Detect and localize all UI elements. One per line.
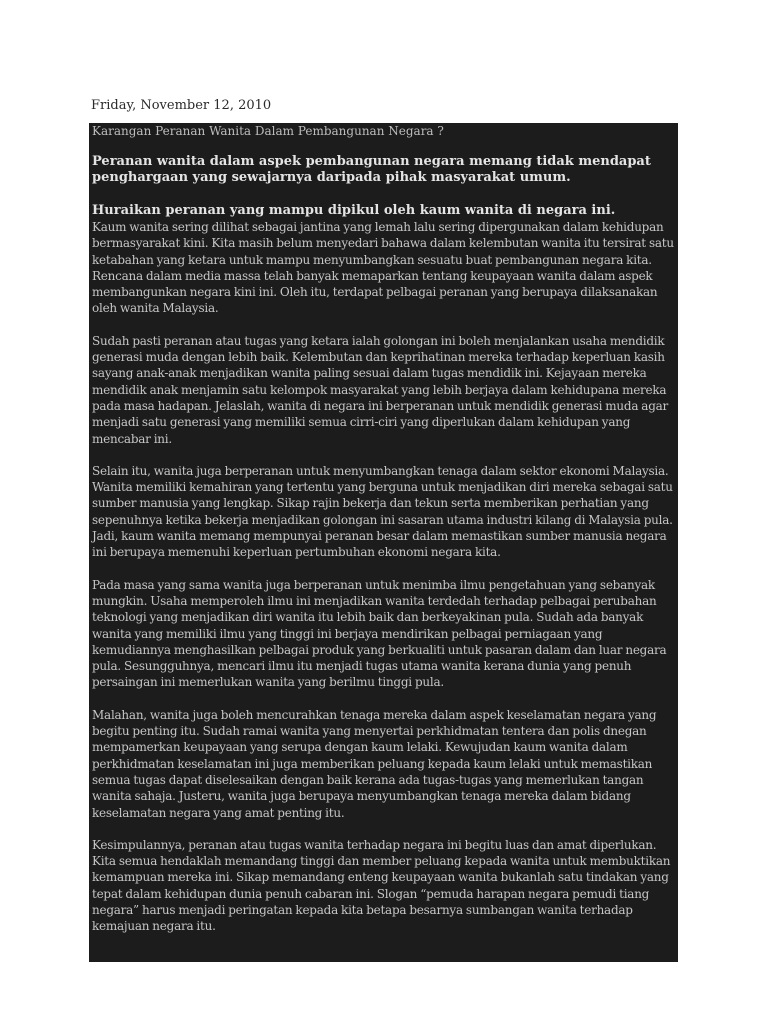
paragraph-economy-role: Selain itu, wanita juga berperanan untuk menyumbangkan tenaga dalam sektor ekonomi Malaysia. Wanita memiliki kemahiran yang tertentu yang berguna untuk menjadikan diri mereka sebagai satu sumber manusia yang lengkap. Sikap rajin bekerja dan tekun serta memberikan perhatian yang sepenuhnya ketika bekerja menjadikan golongan ini sasaran utama industri kilang di Malaysia pula. Jadi, kaum wanita memang mempunyai peranan besar dalam memastikan sumber manusia negara ini berupaya memenuhi keperluan pertumbuhan ekonomi negara kita. — [92, 463, 673, 560]
lead-heading: Peranan wanita dalam aspek pembangunan negara memang tidak mendapat penghargaan yang sewajarnya daripada pihak masyarakat umum. — [92, 154, 651, 185]
question-heading: Huraikan peranan yang mampu dipikul oleh kaum wanita di negara ini. — [92, 203, 616, 218]
paragraph-security-role: Malahan, wanita juga boleh mencurahkan tenaga mereka dalam aspek keselamatan negara yang begitu penting itu. Sudah ramai wanita yang menyertai perkhidmatan tentera dan polis dnegan mempamerkan keupayaan yang serupa dengan kaum lelaki. Kewujudan kaum wanita dalam perkhidmatan keselamatan ini juga memberikan peluang kepada kaum lelaki untuk memastikan semua tugas dapat diselesaikan dengan baik kerana ada tugas-tugas yang memerlukan tangan wanita sahaja. Justeru, wanita juga berupaya menyumbangkan tenaga mereka dalam bidang keselamatan negara yang amat penting itu. — [92, 707, 657, 820]
blog-post — [89, 123, 678, 962]
paragraph-conclusion: Kesimpulannya, peranan atau tugas wanita terhadap negara ini begitu luas dan amat diperlukan. Kita semua hendaklah memandang tinggi dan member peluang kepada wanita untuk membuktikan kemampuan mereka ini. Sikap memandang enteng keupayaan wanita bukanlah satu tindakan yang tepat dalam kehidupan dunia penuh cabaran ini. Slogan “pemuda harapan negara pemudi tiang negara” harus menjadi peringatan kepada kita betapa besarnya sumbangan wanita terhadap kemajuan negara itu. — [92, 837, 671, 934]
paragraph-education-role: Sudah pasti peranan atau tugas yang ketara ialah golongan ini boleh menjalankan usaha mendidik generasi muda dengan lebih baik. Kelembutan dan keprihatinan mereka terhadap keperluan kasih sayang anak-anak menjadikan wanita paling sesuai dalam tugas mendidik ini. Kejayaan mereka mendidik anak menjamin satu kelompok masyarakat yang lebih berjaya dalam kehidupana mereka pada masa hadapan. Jelaslah, wanita di negara ini berperanan untuk mendidik generasi muda agar menjadi satu generasi yang memiliki semua cirri-ciri yang diperlukan dalam kehidupan yang mencabar ini. — [92, 333, 669, 446]
paragraph-knowledge-role: Pada masa yang sama wanita juga berperanan untuk menimba ilmu pengetahuan yang sebanyak mungkin. Usaha memperoleh ilmu ini menjadikan wanita terdedah terhadap pelbagai perubahan teknologi yang menjadikan diri wanita itu lebih baik dan berkeyakinan pula. Sudah ada banyak wanita yang memiliki ilmu yang tinggi ini berjaya mendirikan pelbagai perniagaan yang kemudiannya menghasilkan pelbagai produk yang berkualiti untuk pasaran dalam dan luar negara pula. Sesungguhnya, mencari ilmu itu menjadi tugas utama wanita kerana dunia yang penuh persaingan ini memerlukan wanita yang berilmu tinggi pula. — [92, 577, 667, 690]
paragraph-introduction: Kaum wanita sering dilihat sebagai jantina yang lemah lalu sering dipergunakan dalam kehidupan bermasyarakat kini. Kita masih belum menyedari bahawa dalam kelembutan wanita itu tersirat satu ketabahan yang ketara untuk mampu menyumbangkan sesuatu buat pembangunan negara kita. Rencana dalam media massa telah banyak memaparkan tentang keupayaan wanita dalam aspek membangunkan negara kini ini. Oleh itu, terdapat pelbagai peranan yang berupaya dilaksanakan oleh wanita Malaysia. — [92, 220, 674, 316]
post-title[interactable]: Karangan Peranan Wanita Dalam Pembangunan Negara ? — [92, 124, 444, 138]
date-header: Friday, November 12, 2010 — [91, 98, 272, 113]
